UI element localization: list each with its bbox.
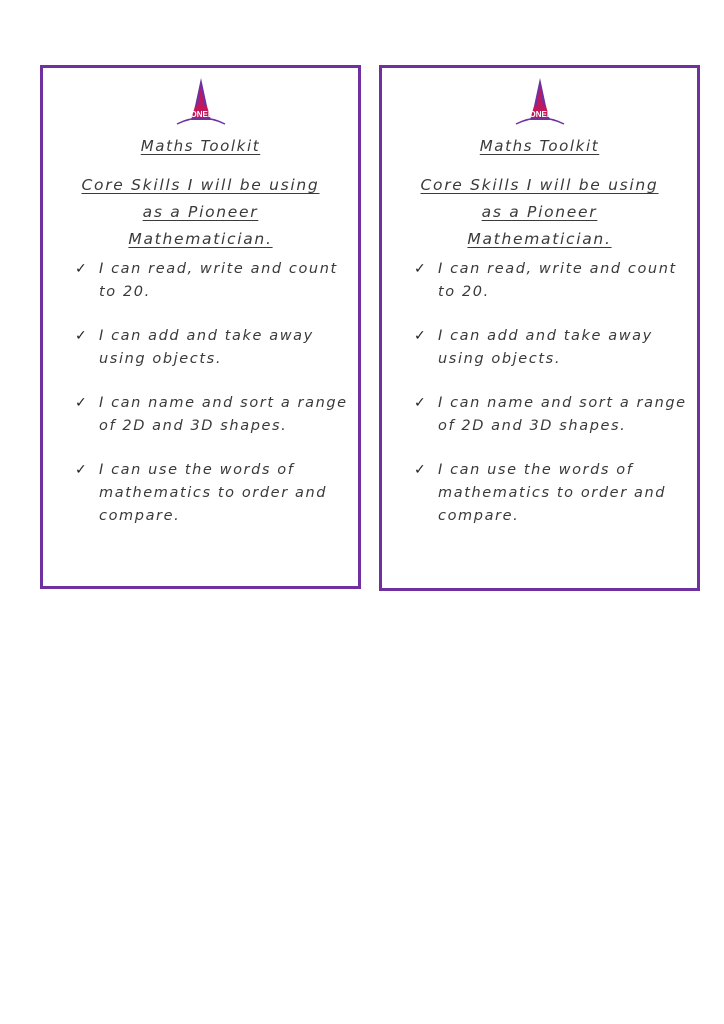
check-icon: ✓ — [75, 462, 89, 478]
list-item — [412, 325, 687, 371]
list-item-text: I can name and sort a range of 2D and 3D shapes. — [438, 395, 687, 434]
card-subtitle: Core Skills I will be using as a Pioneer Mathematician. — [81, 176, 320, 248]
list-item — [73, 459, 348, 528]
list-item — [412, 258, 687, 304]
check-icon: ✓ — [75, 395, 89, 411]
toolkit-card-left — [40, 65, 361, 589]
list-item-text: I can name and sort a range of 2D and 3D shapes. — [99, 395, 348, 434]
list-item-text: I can use the words of mathematics to order and compare. — [438, 462, 667, 524]
list-item — [73, 325, 348, 371]
list-item-text: I can read, write and count to 20. — [438, 261, 677, 300]
list-item — [73, 392, 348, 438]
list-item-text: I can add and take away using objects. — [99, 328, 314, 367]
list-item — [412, 459, 687, 528]
skills-list — [412, 258, 687, 528]
list-item — [412, 392, 687, 438]
check-icon: ✓ — [414, 328, 428, 344]
check-icon: ✓ — [414, 395, 428, 411]
card-title: Maths Toolkit — [140, 137, 261, 155]
skills-list — [73, 258, 348, 528]
check-icon: ✓ — [414, 462, 428, 478]
card-title: Maths Toolkit — [479, 137, 600, 155]
list-item-text: I can add and take away using objects. — [438, 328, 653, 367]
check-icon: ✓ — [75, 261, 89, 277]
logo-text: PIONEER — [521, 110, 558, 119]
list-item — [73, 258, 348, 304]
list-item-text: I can use the words of mathematics to order and compare. — [99, 462, 328, 524]
list-item-text: I can read, write and count to 20. — [99, 261, 338, 300]
logo-text: PIONEER — [182, 110, 219, 119]
check-icon: ✓ — [414, 261, 428, 277]
toolkit-card-right — [379, 65, 700, 591]
card-subtitle: Core Skills I will be using as a Pioneer Mathematician. — [420, 176, 659, 248]
pioneer-logo — [512, 76, 568, 128]
check-icon: ✓ — [75, 328, 89, 344]
pioneer-logo — [173, 76, 229, 128]
